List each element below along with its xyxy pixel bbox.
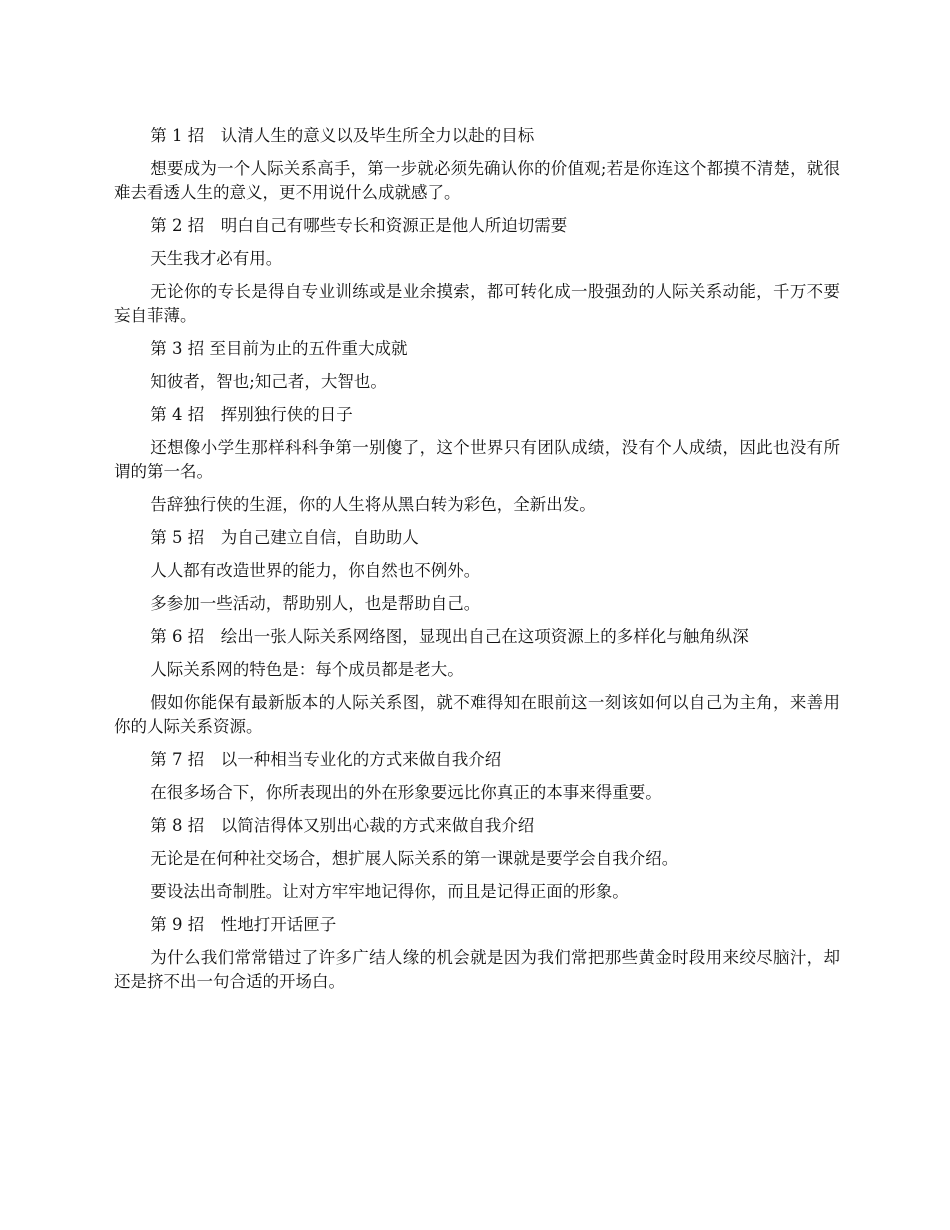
heading-tip-3: 第 3 招 至目前为止的五件重大成就	[150, 339, 408, 358]
heading-tip-5: 第 5 招 为自己建立自信，自助助人	[150, 528, 419, 547]
paragraph: 为什么我们常常错过了许多广结人缘的机会就是因为我们常把那些黄金时段用来绞尽脑汁，却还是挤不出一句合适的开场白。	[114, 948, 840, 991]
heading-tip-9: 第 9 招 性地打开话匣子	[150, 915, 337, 934]
paragraph: 无论你的专长是得自专业训练或是业余摸索，都可转化成一股强劲的人际关系动能，千万不要妄自菲薄。	[114, 282, 840, 325]
paragraph: 无论是在何种社交场合，想扩展人际关系的第一课就是要学会自我介绍。	[150, 849, 679, 868]
paragraph: 想要成为一个人际关系高手，第一步就必须先确认你的价值观;若是你连这个都摸不清楚，就很难去看透人生的意义，更不用说什么成就感了。	[114, 159, 840, 202]
paragraph: 知彼者，智也;知己者，大智也。	[150, 372, 387, 391]
paragraph: 多参加一些活动，帮助别人，也是帮助自己。	[150, 594, 481, 613]
paragraph: 要设法出奇制胜。让对方牢牢地记得你，而且是记得正面的形象。	[150, 882, 629, 901]
paragraph: 人际关系网的特色是：每个成员都是老大。	[150, 660, 464, 679]
heading-tip-6: 第 6 招 绘出一张人际关系网络图，显现出自己在这项资源上的多样化与触角纵深	[150, 627, 749, 646]
paragraph: 告辞独行侠的生涯，你的人生将从黑白转为彩色，全新出发。	[150, 495, 596, 514]
paragraph: 天生我才必有用。	[150, 249, 283, 268]
paragraph: 人人都有改造世界的能力，你自然也不例外。	[150, 561, 481, 580]
heading-tip-2: 第 2 招 明白自己有哪些专长和资源正是他人所迫切需要	[150, 216, 568, 235]
document-body	[114, 124, 840, 1003]
heading-tip-8: 第 8 招 以简洁得体又别出心裁的方式来做自我介绍	[150, 816, 535, 835]
paragraph: 还想像小学生那样科科争第一别傻了，这个世界只有团队成绩，没有个人成绩，因此也没有所谓的第一名。	[114, 438, 840, 481]
heading-tip-7: 第 7 招 以一种相当专业化的方式来做自我介绍	[150, 750, 502, 769]
paragraph: 假如你能保有最新版本的人际关系图，就不难得知在眼前这一刻该如何以自己为主角，来善用你的人际关系资源。	[114, 693, 840, 736]
heading-tip-4: 第 4 招 挥别独行侠的日子	[150, 405, 353, 424]
heading-tip-1: 第 1 招 认清人生的意义以及毕生所全力以赴的目标	[150, 126, 535, 145]
paragraph: 在很多场合下，你所表现出的外在形象要远比你真正的本事来得重要。	[150, 783, 662, 802]
